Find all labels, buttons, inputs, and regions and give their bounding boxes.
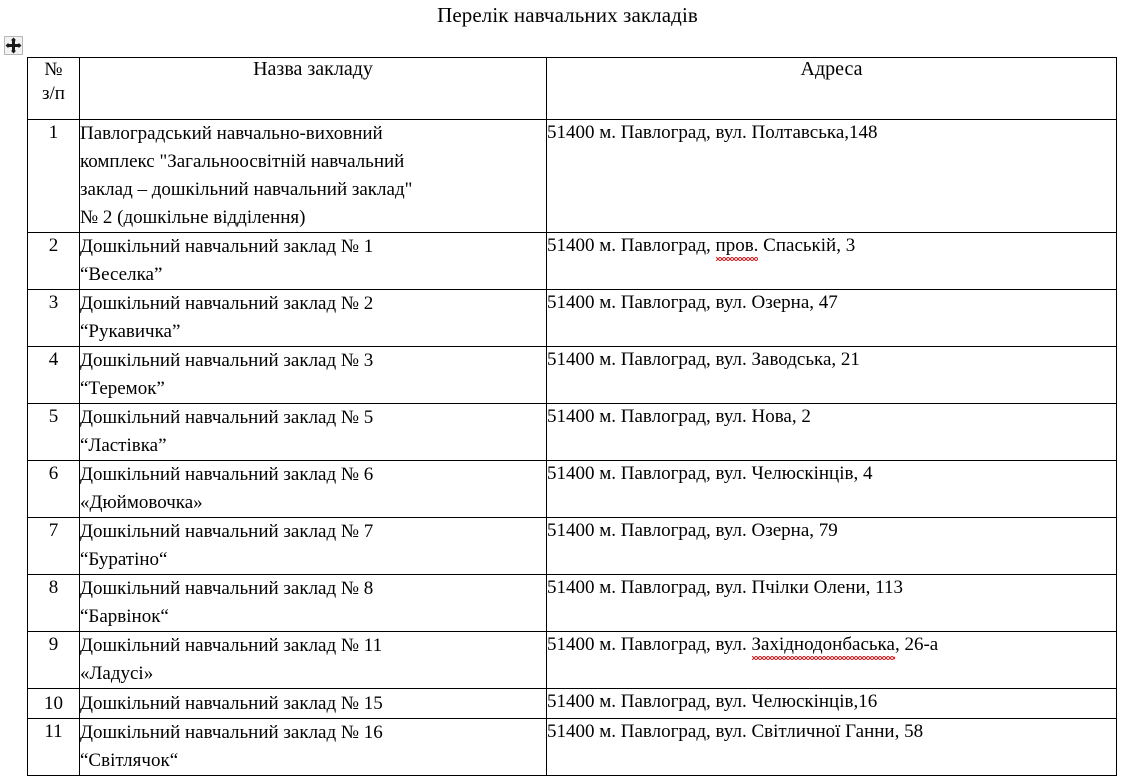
address-text: 51400 м. Павлоград, вул. Пчілки Олени, 113 — [547, 577, 903, 598]
table-body — [28, 120, 1117, 776]
cell-address — [547, 404, 1117, 461]
institutions-table — [27, 57, 1117, 776]
table-row — [28, 120, 1117, 233]
cell-row-number: 3 — [28, 290, 80, 347]
cell-row-number: 11 — [28, 719, 80, 776]
table-row — [28, 461, 1117, 518]
table-row — [28, 404, 1117, 461]
cell-institution-name — [80, 290, 547, 347]
cell-institution-name — [80, 575, 547, 632]
table-row — [28, 719, 1117, 776]
cell-row-number: 1 — [28, 120, 80, 233]
cell-address — [547, 689, 1117, 719]
cell-institution-name — [80, 404, 547, 461]
column-header-name: Назва закладу — [80, 58, 547, 120]
cell-institution-name — [80, 120, 547, 233]
institution-name-line: Дошкільний навчальний заклад № 7 — [80, 521, 374, 542]
institution-name-line: “Барвінок“ — [80, 606, 169, 627]
cell-row-number: 5 — [28, 404, 80, 461]
institution-name-line: Дошкільний навчальний заклад № 3 — [80, 350, 374, 371]
institution-name-line: Дошкільний навчальний заклад № 5 — [80, 407, 374, 428]
cell-institution-name — [80, 518, 547, 575]
cell-row-number: 8 — [28, 575, 80, 632]
address-text: 51400 м. Павлоград, вул. — [547, 634, 752, 655]
cell-address — [547, 719, 1117, 776]
address-text: Спаській, 3 — [758, 235, 856, 256]
address-text: 51400 м. Павлоград, вул. Світличної Ганни, 58 — [547, 721, 924, 742]
spellcheck-underlined-word: пров. — [715, 235, 759, 256]
institution-name-line: “Ластівка” — [80, 435, 167, 456]
institution-name-line: Дошкільний навчальний заклад № 16 — [80, 722, 383, 743]
address-text: 51400 м. Павлоград, вул. Озерна, 47 — [547, 292, 838, 313]
address-text: 51400 м. Павлоград, вул. Полтавська,148 — [547, 122, 878, 143]
address-text: 51400 м. Павлоград, — [547, 235, 716, 256]
institution-name-line: Дошкільний навчальний заклад № 6 — [80, 464, 374, 485]
cell-address — [547, 233, 1117, 290]
table-row — [28, 632, 1117, 689]
cell-address — [547, 461, 1117, 518]
institution-name-line: «Ладусі» — [80, 663, 154, 684]
cell-address — [547, 518, 1117, 575]
cell-row-number: 6 — [28, 461, 80, 518]
column-header-number-line2: з/п — [42, 83, 65, 104]
column-header-number — [28, 58, 80, 120]
cell-row-number: 2 — [28, 233, 80, 290]
column-header-address: Адреса — [547, 58, 1117, 120]
institution-name-line: заклад – дошкільний навчальний заклад" — [80, 179, 413, 200]
institution-name-line: Дошкільний навчальний заклад № 15 — [80, 693, 383, 714]
institution-name-line: Дошкільний навчальний заклад № 11 — [80, 635, 383, 656]
address-text: , 26-а — [894, 634, 939, 655]
table-row — [28, 575, 1117, 632]
table-header-row — [28, 58, 1117, 120]
address-text: 51400 м. Павлоград, вул. Озерна, 79 — [547, 520, 838, 541]
spellcheck-underlined-word: Західнодонбаська — [751, 634, 895, 655]
cell-address — [547, 120, 1117, 233]
cell-address — [547, 290, 1117, 347]
institution-name-line: “Веселка” — [80, 264, 163, 285]
institution-name-line: Павлоградський навчально-виховний — [80, 123, 383, 144]
address-text: 51400 м. Павлоград, вул. Нова, 2 — [547, 406, 811, 427]
table-row — [28, 689, 1117, 719]
cell-institution-name — [80, 233, 547, 290]
column-header-number-line1: № — [44, 59, 63, 80]
cell-row-number: 10 — [28, 689, 80, 719]
table-row — [28, 290, 1117, 347]
table-row — [28, 518, 1117, 575]
institution-name-line: Дошкільний навчальний заклад № 8 — [80, 578, 374, 599]
institution-name-line: № 2 (дошкільне відділення) — [80, 207, 306, 228]
cell-institution-name — [80, 632, 547, 689]
cell-institution-name — [80, 719, 547, 776]
institution-name-line: “Теремок” — [80, 378, 165, 399]
institution-name-line: «Дюймовочка» — [80, 492, 203, 513]
address-text: 51400 м. Павлоград, вул. Заводська, 21 — [547, 349, 860, 370]
cell-address — [547, 632, 1117, 689]
cell-row-number: 7 — [28, 518, 80, 575]
cell-address — [547, 575, 1117, 632]
institution-name-line: “Світлячок“ — [80, 750, 179, 771]
table-move-handle-icon[interactable] — [4, 36, 23, 55]
institution-name-line: Дошкільний навчальний заклад № 2 — [80, 293, 374, 314]
institution-name-line: Дошкільний навчальний заклад № 1 — [80, 236, 374, 257]
cell-row-number: 9 — [28, 632, 80, 689]
table-row — [28, 347, 1117, 404]
institution-name-line: комплекс "Загальноосвітній навчальний — [80, 151, 405, 172]
institution-name-line: “Буратіно“ — [80, 549, 168, 570]
institution-name-line: “Рукавичка” — [80, 321, 181, 342]
cell-row-number: 4 — [28, 347, 80, 404]
address-text: 51400 м. Павлоград, вул. Челюскінців,16 — [547, 691, 878, 712]
cell-institution-name — [80, 461, 547, 518]
institutions-table-wrapper — [27, 57, 1116, 776]
cell-address — [547, 347, 1117, 404]
cell-institution-name — [80, 347, 547, 404]
cell-institution-name — [80, 689, 547, 719]
address-text: 51400 м. Павлоград, вул. Челюскінців, 4 — [547, 463, 873, 484]
page-title: Перелік навчальних закладів — [437, 3, 698, 27]
table-row — [28, 233, 1117, 290]
